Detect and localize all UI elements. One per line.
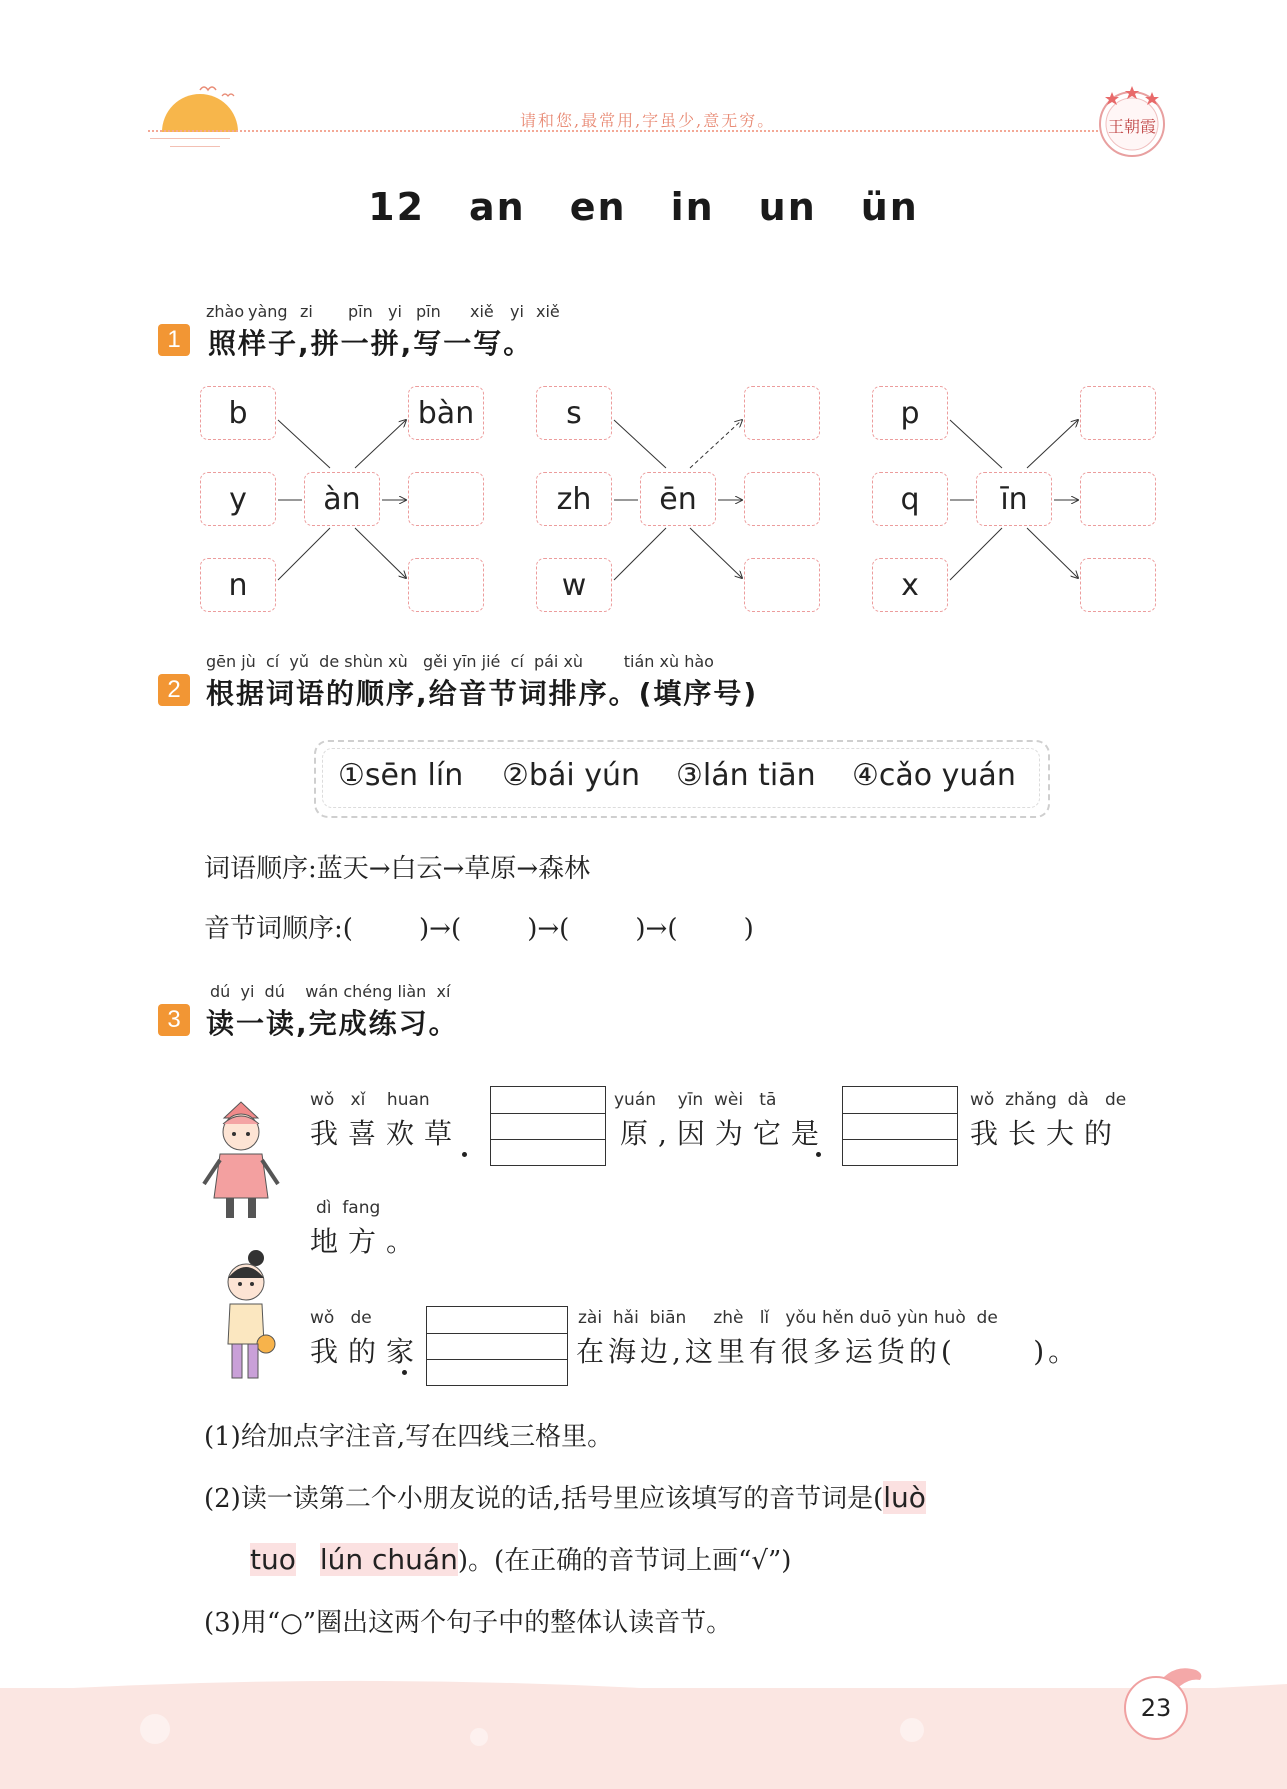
final-en: en xyxy=(569,185,627,229)
emphasis-dot xyxy=(462,1152,467,1157)
header-motto: 请和您,最常用,字虽少,意无穷。 xyxy=(520,111,776,130)
girl-with-bag-character-illustration xyxy=(216,1248,282,1388)
author-seal-logo xyxy=(1092,80,1172,160)
final-un: un xyxy=(758,185,817,229)
question-3: (3)用“○”圈出这两个句子中的整体认读音节。 xyxy=(204,1608,733,1638)
initial-box: q xyxy=(872,472,948,526)
emphasis-dot xyxy=(816,1152,821,1157)
final-an: an xyxy=(469,185,526,229)
lesson-number: 12 xyxy=(368,185,426,229)
syllable-option: ④cǎo yuán xyxy=(852,758,1016,793)
sentence-text: 原,因为它是 xyxy=(620,1117,829,1150)
answer-option-luotuo[interactable]: luò xyxy=(883,1481,926,1514)
pinyin-annotation: yuán yīn wèi tā xyxy=(614,1090,777,1110)
pinyin-annotation: dú yi dú wán chéng liàn xí xyxy=(210,982,451,1001)
final-box: ēn xyxy=(640,472,716,526)
footer-band xyxy=(0,1688,1287,1789)
pinyin-annotation: xiě xyxy=(470,302,494,321)
sentence-text: 在海边,这里有很多运货的( )。 xyxy=(576,1335,1081,1368)
lesson-title xyxy=(0,185,1287,229)
bubble-decoration xyxy=(140,1714,170,1744)
initial-box: s xyxy=(536,386,612,440)
four-line-grid[interactable] xyxy=(426,1306,568,1386)
pinyin-annotation: yàng xyxy=(248,302,288,321)
sentence-text: 地方。 xyxy=(310,1225,425,1258)
answer-box[interactable] xyxy=(744,558,820,612)
word-order-text: 词语顺序:蓝天→白云→草原→森林 xyxy=(204,854,591,884)
syllable-option: ②bái yún xyxy=(502,758,640,793)
sentence-text: 我的家 xyxy=(310,1335,425,1368)
bubble-decoration xyxy=(470,1728,488,1746)
question-2-text: (2)读一读第二个小朋友说的话,括号里应该填写的音节词是( xyxy=(204,1484,884,1514)
answer-box[interactable] xyxy=(1080,472,1156,526)
pinyin-annotation: yi xyxy=(510,302,524,321)
answer-box[interactable] xyxy=(744,386,820,440)
bubble-decoration xyxy=(900,1718,924,1742)
pinyin-annotation: zi xyxy=(300,302,313,321)
sun-reflection-line xyxy=(170,146,220,147)
syllable-option: ③lán tiān xyxy=(676,758,816,793)
question-2 xyxy=(204,1478,926,1515)
answer-box[interactable] xyxy=(744,472,820,526)
final-u-umlaut-n: ün xyxy=(860,185,919,229)
answer-box[interactable] xyxy=(1080,558,1156,612)
initial-box: y xyxy=(200,472,276,526)
initial-box: b xyxy=(200,386,276,440)
final-in: in xyxy=(670,185,715,229)
emphasis-dot xyxy=(402,1370,407,1375)
section-instruction: 根据词语的顺序,给音节词排序。(填序号) xyxy=(206,677,759,710)
final-box: īn xyxy=(976,472,1052,526)
section-number-badge: 3 xyxy=(158,1004,190,1036)
pinyin-annotation: pīn xyxy=(348,302,373,321)
pinyin-annotation: pīn xyxy=(416,302,441,321)
answer-box[interactable] xyxy=(1080,386,1156,440)
initial-box: zh xyxy=(536,472,612,526)
syllable-option: ①sēn lín xyxy=(338,758,464,793)
pinyin-annotation: gēn jù cí yǔ de shùn xù gěi yīn jié cí pái xù tián xù hào xyxy=(206,652,714,671)
pinyin-annotation: xiě xyxy=(536,302,560,321)
four-line-grid[interactable] xyxy=(842,1086,958,1166)
pinyin-annotation: zhào xyxy=(206,302,245,321)
answer-box[interactable]: bàn xyxy=(408,386,484,440)
pinyin-annotation: dì fang xyxy=(316,1198,381,1218)
question-2-tail: )。(在正确的音节词上画“√”) xyxy=(457,1546,792,1576)
pinyin-annotation: yi xyxy=(388,302,402,321)
girl-in-red-character-illustration xyxy=(198,1098,284,1226)
initial-box: w xyxy=(536,558,612,612)
sentence-text: 我长大的 xyxy=(970,1117,1123,1150)
final-box: àn xyxy=(304,472,380,526)
pinyin-annotation: wǒ zhǎng dà de xyxy=(970,1090,1127,1110)
section-number-badge: 1 xyxy=(158,324,190,356)
bird-icon xyxy=(196,80,236,100)
pinyin-annotation: zài hǎi biān zhè lǐ yǒu hěn duō yùn huò de xyxy=(578,1308,998,1328)
section-number-badge: 2 xyxy=(158,674,190,706)
answer-option-lunchuan[interactable]: lún chuán xyxy=(319,1543,458,1576)
section-instruction: 读一读,完成练习。 xyxy=(206,1007,459,1040)
initial-box: x xyxy=(872,558,948,612)
four-line-grid[interactable] xyxy=(490,1086,606,1166)
svg-text:王朝霞: 王朝霞 xyxy=(1107,117,1157,136)
question-2-continued xyxy=(250,1540,791,1577)
initial-box: n xyxy=(200,558,276,612)
sentence-text: 我喜欢草 xyxy=(310,1117,463,1150)
page-number: 23 xyxy=(1124,1676,1188,1740)
sun-reflection-line xyxy=(150,138,230,139)
pinyin-annotation: wǒ de xyxy=(310,1308,372,1328)
section-instruction: 照样子,拼一拼,写一写。 xyxy=(208,327,534,360)
syllable-order-blanks[interactable]: 音节词顺序:( )→( )→( )→( ) xyxy=(204,914,754,944)
initial-box: p xyxy=(872,386,948,440)
answer-option-luotuo-cont[interactable]: tuo xyxy=(250,1543,296,1576)
question-1: (1)给加点字注音,写在四线三格里。 xyxy=(204,1422,614,1452)
answer-box[interactable] xyxy=(408,558,484,612)
answer-box[interactable] xyxy=(408,472,484,526)
pinyin-annotation: wǒ xǐ huan xyxy=(310,1090,430,1110)
